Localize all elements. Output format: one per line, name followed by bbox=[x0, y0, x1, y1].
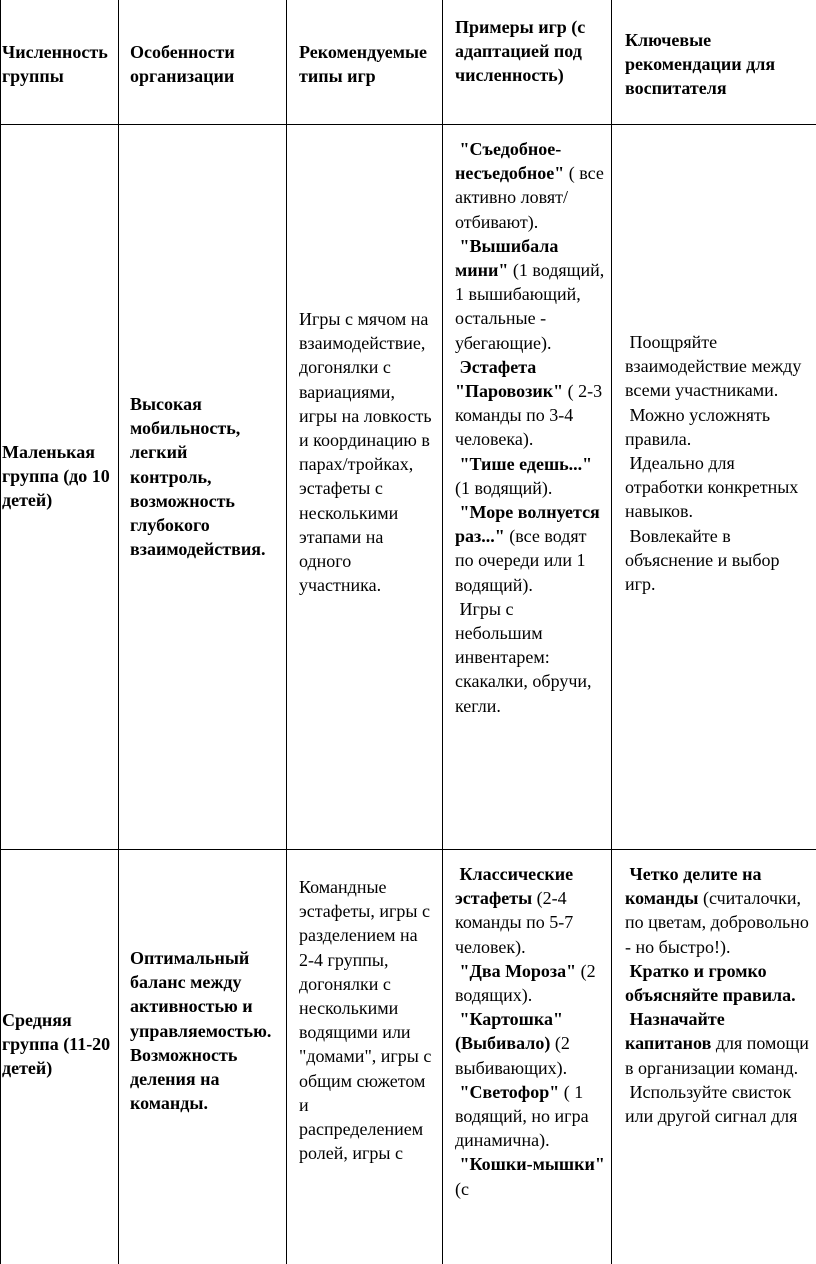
header-cell-examples: Примеры игр (с адаптацией под численность) bbox=[455, 17, 586, 86]
header-cell-game-types: Рекомендуемые типы игр bbox=[299, 42, 428, 87]
recommendation-item: Используйте свисток или другой сигнал для bbox=[625, 1081, 798, 1127]
row-border bbox=[0, 849, 816, 850]
col-border bbox=[286, 0, 287, 1264]
row-medium-features: Оптимальный баланс между активностью и управляемостью. Возможность деления на команды. bbox=[130, 948, 272, 1114]
recommendation-item: Четко делите на команды (считалочки, по цветам, добровольно - но быстро!). bbox=[625, 864, 809, 957]
col-border bbox=[118, 0, 119, 1264]
example-item: "Два Мороза" (2 водящих). bbox=[455, 960, 596, 1006]
recommendation-item: Назначайте капитанов для помощи в организации команд. bbox=[625, 1009, 809, 1078]
row-medium-examples bbox=[455, 862, 605, 1201]
example-item: "Светофор" ( 1 водящий, но игра динамична). bbox=[455, 1081, 589, 1151]
recommendation-item: Кратко и громко объясняйте правила. bbox=[625, 960, 796, 1006]
row-small-features: Высокая мобильность, легкий контроль, возможность глубокого взаимодействия. bbox=[130, 394, 266, 560]
recommendation-item: Идеально для отработки конкретных навыков. bbox=[625, 453, 799, 522]
example-item: "Море волнуется раз..." (все водят по очереди или 1 водящий). bbox=[455, 502, 600, 595]
example-item: "Кошки-мышки" (с bbox=[455, 1154, 605, 1199]
header-cell-features: Особенности организации bbox=[130, 42, 235, 87]
row-small-examples bbox=[455, 137, 605, 718]
row-small-recommendations bbox=[625, 330, 810, 596]
col-border bbox=[442, 0, 443, 1264]
example-item: "Съедобное-несъедобное" ( все активно ловят/отбивают). bbox=[455, 139, 604, 232]
example-item: Классические эстафеты (2-4 команды по 5-7 человек). bbox=[455, 864, 574, 957]
header-cell-recommendations: Ключевые рекомендации для воспитателя bbox=[625, 30, 776, 99]
recommendation-item: Можно усложнять правила. bbox=[625, 404, 771, 449]
example-item: "Тише едешь..." (1 водящий). bbox=[455, 453, 593, 498]
row-border bbox=[0, 124, 816, 125]
row-medium-recommendations bbox=[625, 862, 810, 1128]
row-small-group-size: Маленькая группа (до 10 детей) bbox=[2, 442, 110, 511]
header-cell-group-size: Численность группы bbox=[2, 42, 108, 87]
recommendation-item: Вовлекайте в объяснение и выбор игр. bbox=[625, 525, 780, 595]
recommendation-item: Поощряйте взаимодействие между всеми участниками. bbox=[625, 332, 802, 401]
row-medium-group-size: Средняя группа (11-20 детей) bbox=[2, 1010, 111, 1079]
example-item: "Вышибала мини" (1 водящий, 1 вышибающий, остальные - убегающие). bbox=[455, 235, 605, 353]
row-medium-game-types: Командные эстафеты, игры с разделением на 2-4 группы, догонялки с несколькими водящими или "домами", игры с общим сюжетом и распределением ролей, игры с bbox=[299, 877, 432, 1164]
example-item: "Картошка" (Выбивало) (2 выбивающих). bbox=[455, 1009, 570, 1078]
example-item: Игры с небольшим инвентарем: скакалки, обручи, кегли. bbox=[455, 598, 592, 716]
col-border bbox=[0, 0, 1, 1264]
example-item: Эстафета "Паровозик" ( 2-3 команды по 3-4 человека). bbox=[455, 356, 603, 450]
col-border bbox=[611, 0, 612, 1264]
row-small-game-types: Игры с мячом на взаимодействие, догонялки с вариациями, игры на ловкость и координацию в парах/тройках, эстафеты с несколькими этапами на одного участника. bbox=[299, 309, 432, 596]
